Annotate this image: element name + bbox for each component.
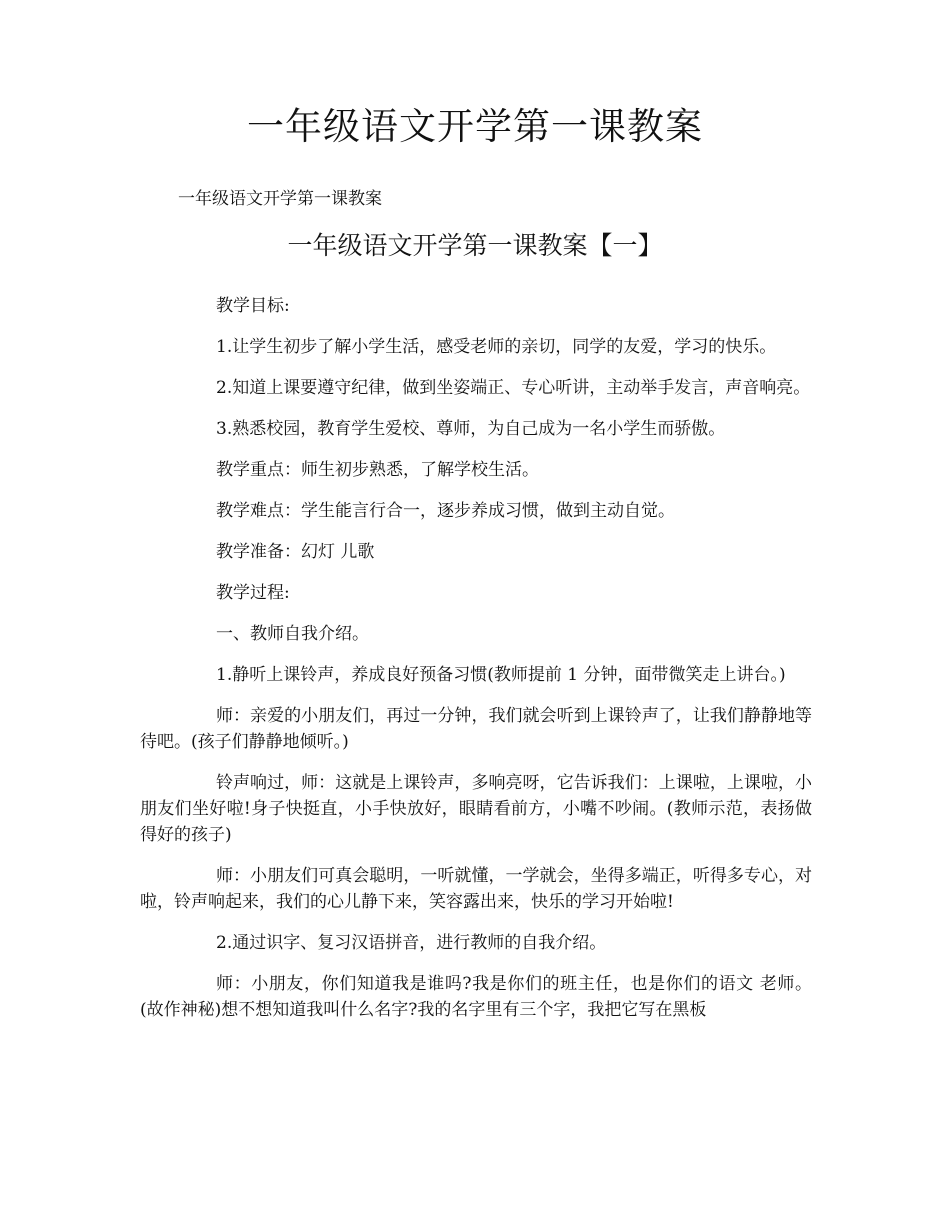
paragraph: 师：亲爱的小朋友们，再过一分钟，我们就会听到上课铃声了，让我们静静地等待吧。(孩子们静静地倾听。): [140, 706, 812, 752]
paragraph: 教学目标:: [216, 296, 290, 316]
paragraph: 教学过程:: [216, 583, 290, 603]
document-subtitle: 一年级语文开学第一课教案: [178, 189, 382, 209]
paragraph: 教学重点：师生初步熟悉，了解学校生活。: [216, 460, 539, 480]
paragraph: 3.熟悉校园，教育学生爱校、尊师，为自己成为一名小学生而骄傲。: [216, 419, 726, 439]
paragraph: 教学准备：幻灯 儿歌: [216, 542, 375, 562]
paragraph: 师：小朋友，你们知道我是谁吗?我是你们的班主任，也是你们的语文 老师。(故作神秘)想不想知道我叫什么名字?我的名字里有三个字，我把它写在黑板: [140, 974, 812, 1020]
document-title: 一年级语文开学第一课教案: [247, 105, 703, 148]
paragraph: 师：小朋友们可真会聪明，一听就懂，一学就会，坐得多端正，听得多专心，对啦，铃声响起来，我们的心儿静下来，笑容露出来，快乐的学习开始啦!: [140, 866, 812, 912]
paragraph: 1.静听上课铃声，养成良好预备习惯(教师提前 1 分钟，面带微笑走上讲台。): [216, 665, 786, 685]
paragraph: 1.让学生初步了解小学生活，感受老师的亲切，同学的友爱，学习的快乐。: [216, 337, 777, 357]
paragraph: 一、教师自我介绍。: [216, 624, 369, 644]
section-heading: 一年级语文开学第一课教案【一】: [287, 231, 663, 260]
paragraph: 铃声响过，师：这就是上课铃声，多响亮呀，它告诉我们：上课啦，上课啦，小朋友们坐好啦!身子快挺直，小手快放好，眼睛看前方，小嘴不吵闹。(教师示范，表扬做得好的孩子): [140, 773, 812, 845]
paragraph: 教学难点：学生能言行合一，逐步养成习惯，做到主动自觉。: [216, 501, 675, 521]
document-body: [140, 293, 812, 1038]
paragraph: 2.通过识字、复习汉语拼音，进行教师的自我介绍。: [216, 933, 607, 953]
paragraph: 2.知道上课要遵守纪律，做到坐姿端正、专心听讲，主动举手发言，声音响亮。: [216, 378, 811, 398]
